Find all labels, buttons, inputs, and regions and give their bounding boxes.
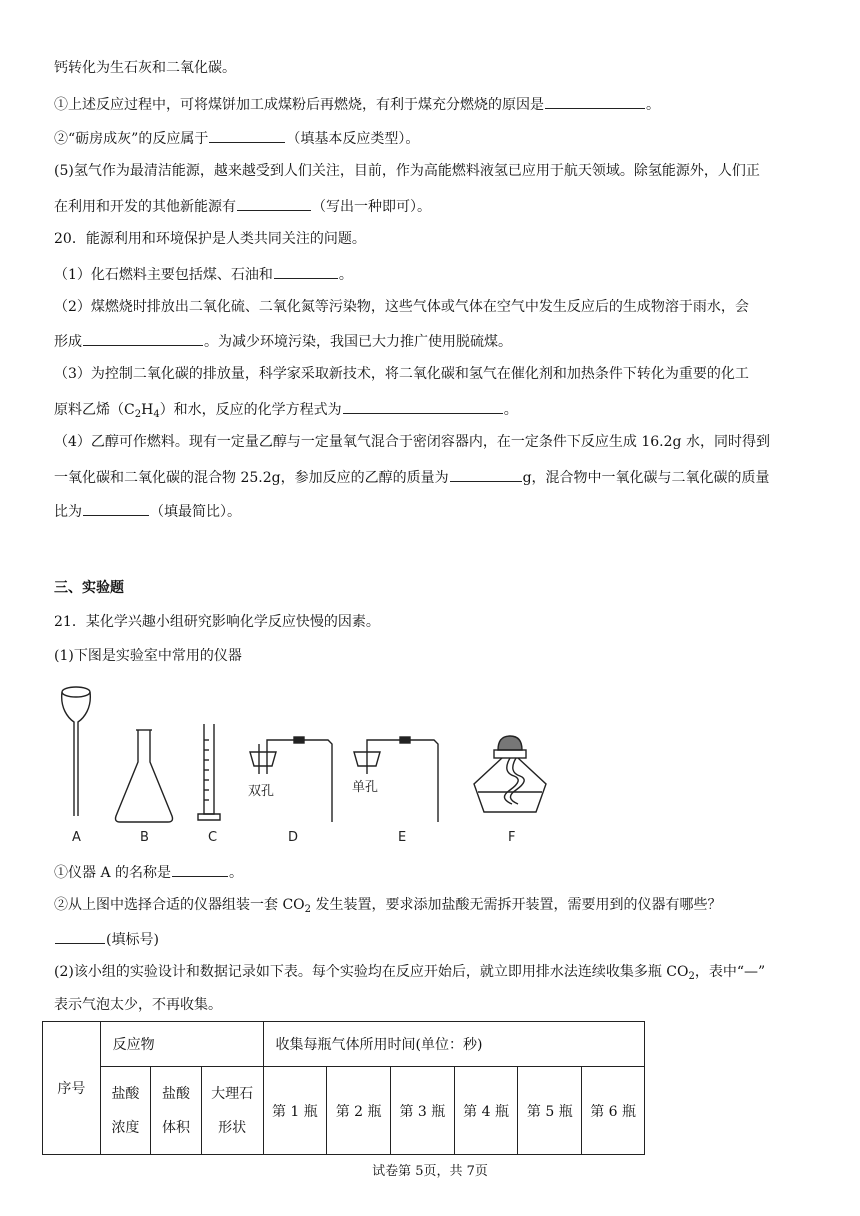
- apparatus-figure: [54, 680, 574, 852]
- graduated-cylinder-drawing: [198, 724, 220, 820]
- apparatus-label-b: B: [140, 830, 149, 845]
- text-line: ①上述反应过程中，可将煤饼加工成煤粉后再燃烧，有利于煤充分燃烧的原因是 。: [54, 93, 660, 115]
- text-line: （4）乙醇可作燃料。现有一定量乙醇与一定量氧气混合于密闭容器内，在一定条件下反应生成 16.2g 水，同时得到: [54, 434, 770, 450]
- answer-blank[interactable]: [237, 195, 311, 211]
- two-hole-tag: 双孔: [248, 784, 275, 799]
- text-line: （3）为控制二氧化碳的排放量，科学家采取新技术，将二氧化碳和氢气在催化剂和加热条件下转化为重要的化工: [54, 366, 749, 382]
- answer-blank[interactable]: [274, 263, 338, 279]
- marble-shape-header: 大理石 形状: [201, 1067, 263, 1155]
- bottle-3-header: 第 3 瓶: [390, 1067, 454, 1155]
- apparatus-label-f: F: [508, 830, 516, 845]
- text-line: 表示气泡太少，不再收集。: [54, 997, 222, 1013]
- text-line: 形成 。为减少环境污染，我国已大力推广使用脱硫煤。: [54, 330, 512, 352]
- text-line: 比为 （填最简比）。: [54, 500, 241, 522]
- answer-blank[interactable]: [83, 500, 149, 516]
- question-20: 20．能源利用和环境保护是人类共同关注的问题。: [54, 231, 366, 247]
- text-line: 在利用和开发的其他新能源有 （写出一种即可）。: [54, 195, 431, 217]
- conical-flask-drawing: [116, 730, 173, 822]
- answer-blank[interactable]: [343, 398, 503, 414]
- text-line: (1)下图是实验室中常用的仪器: [54, 648, 242, 664]
- text-line: 原料乙烯$(C_2H_4)$和水，反应的化学方程式为 。: [54, 398, 518, 420]
- bottle-1-header: 第 1 瓶: [263, 1067, 327, 1155]
- answer-blank[interactable]: [55, 928, 105, 944]
- text-line: 一氧化碳和二氧化碳的混合物 25.2g，参加反应的乙醇的质量为 g，混合物中一氧化碳与二氧化碳的质量: [54, 466, 770, 488]
- answer-blank[interactable]: [209, 127, 285, 143]
- time-header: 收集每瓶气体所用时间(单位：秒): [263, 1022, 644, 1067]
- answer-blank[interactable]: [450, 466, 522, 482]
- text-line: (填标号): [54, 928, 159, 950]
- hcl-volume-header: 盐酸 体积: [151, 1067, 202, 1155]
- apparatus-label-c: C: [208, 830, 218, 845]
- alcohol-lamp-drawing: [474, 736, 546, 812]
- text-line: ②“砺房成灰”的反应属于 （填基本反应类型）。: [54, 127, 419, 149]
- long-neck-funnel-drawing: [62, 687, 91, 816]
- seq-header: 序号: [43, 1022, 101, 1155]
- apparatus-label-e: E: [398, 830, 407, 845]
- experiment-table: [42, 1021, 645, 1155]
- one-hole-tag: 单孔: [352, 780, 379, 795]
- question-21: 21．某化学兴趣小组研究影响化学反应快慢的因素。: [54, 614, 380, 630]
- answer-blank[interactable]: [172, 861, 228, 877]
- answer-blank[interactable]: [83, 330, 203, 346]
- text-line: 钙转化为生石灰和二氧化碳。: [54, 60, 236, 76]
- text-line: (5)氢气作为最清洁能源，越来越受到人们关注，目前，作为高能燃料液氢已应用于航天领域。除氢能源外，人们正: [54, 163, 760, 179]
- text-line: （1）化石燃料主要包括煤、石油和 。: [54, 263, 353, 285]
- section-title: 三、实验题: [54, 580, 124, 596]
- apparatus-label-a: A: [72, 830, 81, 845]
- text-line: (2)该小组的实验设计和数据记录如下表。每个实验均在反应开始后，就立即用排水法连续收集多瓶 $CO_2$，表中“—”: [54, 964, 766, 982]
- text-line: （2）煤燃烧时排放出二氧化硫、二氧化氮等污染物，这些气体或气体在空气中发生反应后的生成物溶于雨水，会: [54, 299, 749, 315]
- page-footer: 试卷第 5页，共 7页: [372, 1164, 488, 1179]
- apparatus-label-d: D: [288, 830, 299, 845]
- answer-blank[interactable]: [545, 93, 645, 109]
- bottle-2-header: 第 2 瓶: [327, 1067, 391, 1155]
- text-line: ①仪器 A 的名称是 。: [54, 861, 243, 883]
- hcl-conc-header: 盐酸 浓度: [100, 1067, 151, 1155]
- bottle-4-header: 第 4 瓶: [454, 1067, 518, 1155]
- bottle-6-header: 第 6 瓶: [582, 1067, 645, 1155]
- bottle-5-header: 第 5 瓶: [518, 1067, 582, 1155]
- reactants-header: 反应物: [100, 1022, 263, 1067]
- apparatus-drawing: [54, 680, 574, 852]
- text-line: ②从上图中选择合适的仪器组装一套 $CO_2$ 发生装置，要求添加盐酸无需拆开装置，需要用到的仪器有哪些？: [54, 897, 722, 915]
